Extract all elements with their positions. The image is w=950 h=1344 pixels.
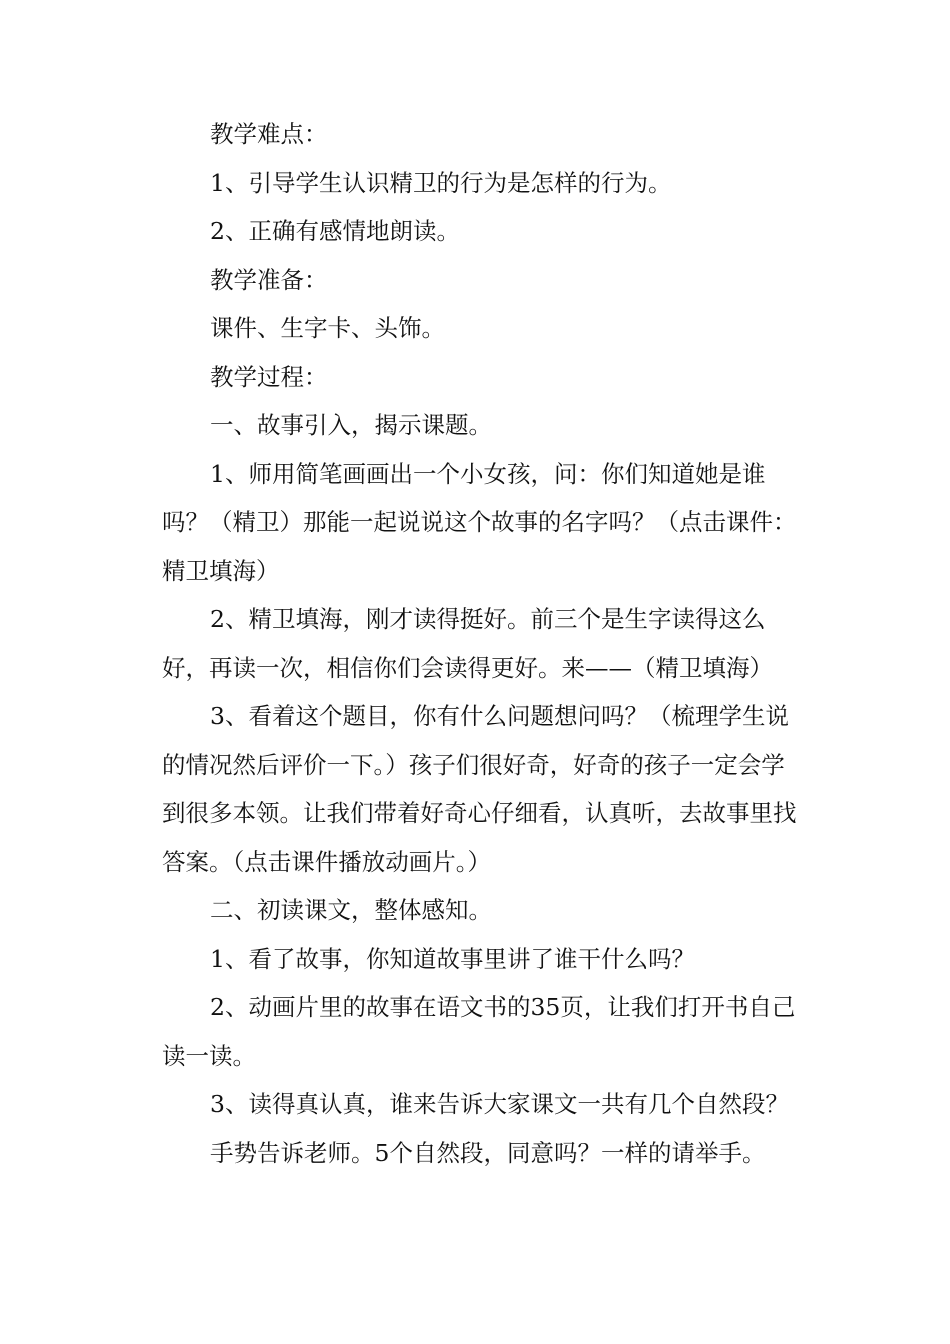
- section-heading: 二、初读课文，整体感知。: [210, 896, 492, 924]
- section-heading: 一、故事引入，揭示课题。: [210, 411, 492, 439]
- paragraph: 1、引导学生认识精卫的行为是怎样的行为。: [210, 168, 672, 197]
- heading-teaching-process: 教学过程：: [210, 362, 328, 391]
- paragraph: 2、动画片里的故事在语文书的35页，让我们打开书自己读一读。: [162, 993, 796, 1070]
- paragraph: 3、读得真认真，谁来告诉大家课文一共有几个自然段？: [210, 1090, 789, 1118]
- heading-teaching-difficulties: 教学难点：: [210, 120, 328, 148]
- paragraph: 课件、生字卡、头饰。: [210, 314, 445, 342]
- document-body: [162, 110, 802, 1177]
- paragraph: 1、师用简笔画画出一个小女孩，问：你们知道她是谁吗？（精卫）那能一起说说这个故事的名字吗？（点击课件：精卫填海）: [162, 459, 797, 585]
- paragraph: 1、看了故事，你知道故事里讲了谁干什么吗？: [210, 944, 695, 973]
- paragraph: 2、正确有感情地朗读。: [210, 217, 460, 245]
- paragraph: 手势告诉老师。5个自然段，同意吗？一样的请举手。: [210, 1138, 766, 1167]
- paragraph: 3、看着这个题目，你有什么问题想问吗？（梳理学生说的情况然后评价一下。）孩子们很好奇，好奇的孩子一定会学到很多本领。让我们带着好奇心仔细看，认真听，去故事里找答案。（点击课件播放动画片。）: [162, 702, 797, 876]
- heading-teaching-preparation: 教学准备：: [210, 265, 328, 294]
- paragraph: 2、精卫填海，刚才读得挺好。前三个是生字读得这么好，再读一次，相信你们会读得更好。来——（精卫填海）: [162, 605, 773, 682]
